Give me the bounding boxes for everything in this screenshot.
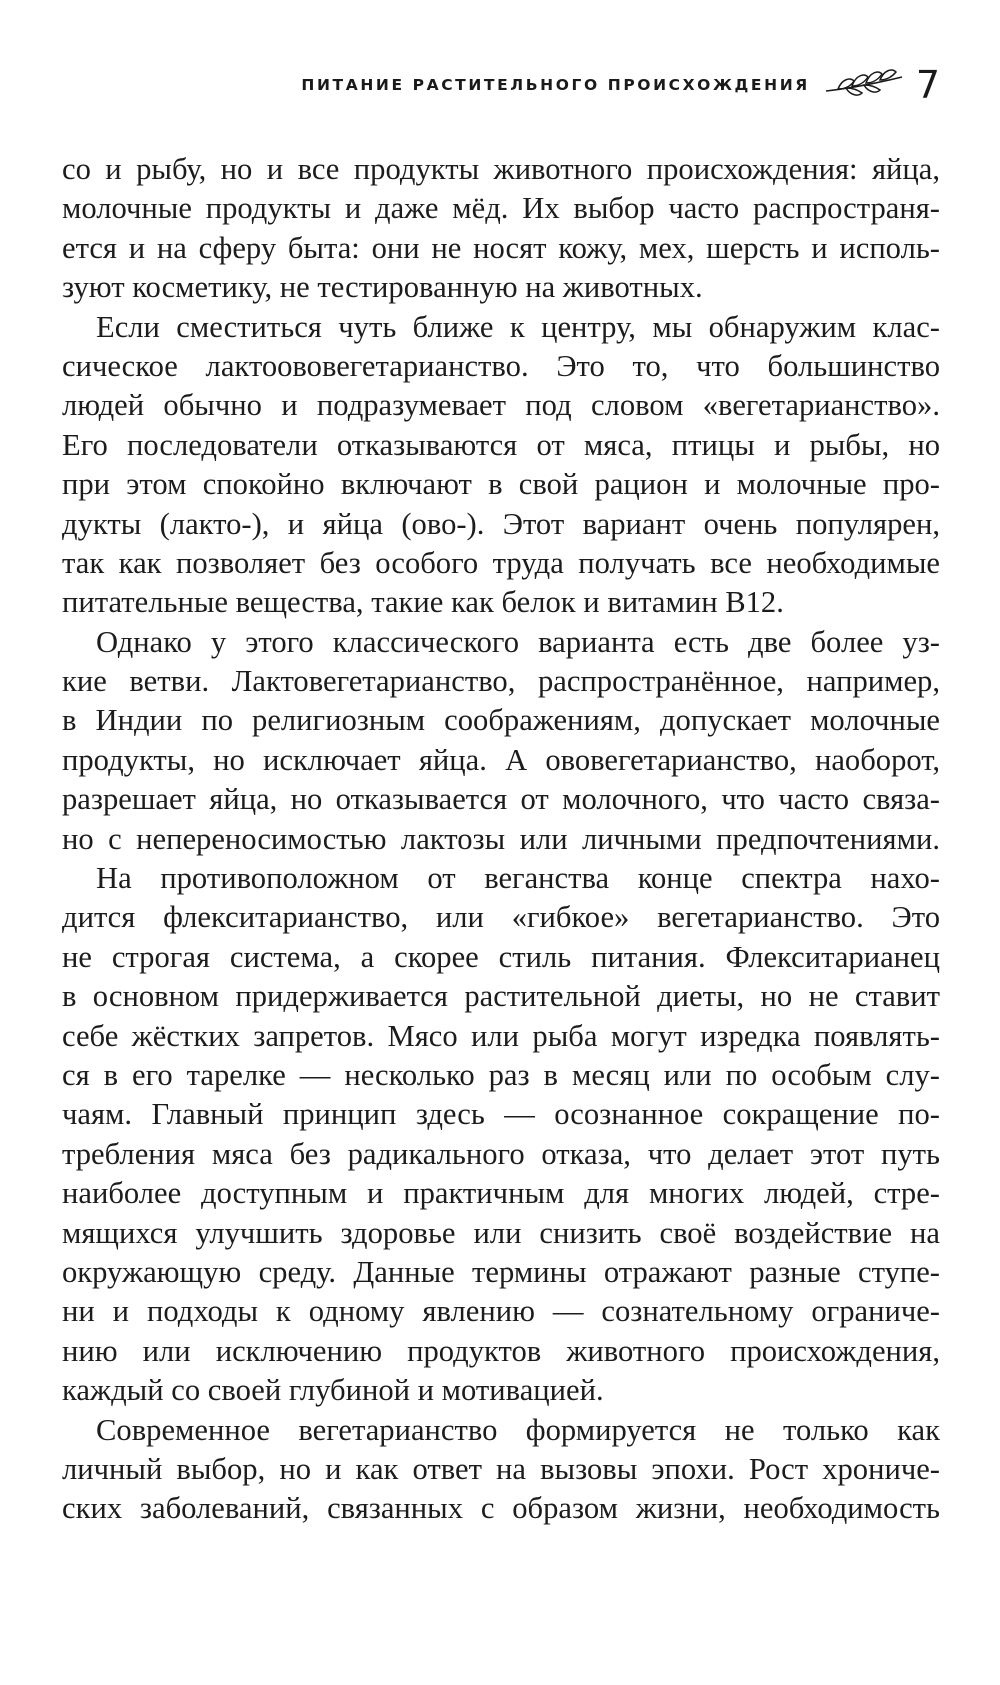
text-line: молочные продукты и даже мёд. Их выбор часто распространя- [62,191,940,226]
text-line: На противоположном от веганства конце спектра нахо- [96,861,940,896]
text-line: сическое лактоововегетарианство. Это то, что большинство [62,348,940,383]
text-line: со и рыбу, но и все продукты животного происхождения: яйца, [62,152,940,186]
page-number: 7 [915,63,940,107]
text-line: Если сместиться чуть ближе к центру, мы обнаружим клас- [96,309,940,344]
text-line: разрешает яйца, но отказывается от молочного, что часто связа- [62,782,940,817]
text-line: дукты (лакто-), и яйца (ово-). Этот вариант очень популярен, [62,506,940,541]
paragraph-2 [62,308,940,623]
text-line: себе жёстких запретов. Мясо или рыба могут изредка появлять- [62,1018,940,1053]
body-text [62,150,940,1529]
paragraph-1 [62,150,940,308]
text-line: чаям. Главный принцип здесь — осознанное сокращение по- [62,1097,940,1132]
text-line: Его последователи отказываются от мяса, птицы и рыбы, но [62,427,940,462]
text-line: требления мяса без радикального отказа, что делает этот путь [62,1136,940,1171]
text-line: зуют косметику, не тестированную на животных. [62,270,703,305]
text-line: каждый со своей глубиной и мотивацией. [62,1373,604,1408]
text-line: ся в его тарелке — несколько раз в месяц или по особым слу- [62,1057,940,1092]
text-line: в Индии по религиозным соображениям, допускает молочные [62,703,940,738]
text-line: в основном придерживается растительной диеты, но не ставит [62,979,940,1014]
text-line: людей обычно и подразумевает под словом «вегетарианство». [62,388,940,423]
text-line: Однако у этого классического варианта есть две более уз- [96,624,940,659]
text-line: ских заболеваний, связанных с образом жизни, необходимость [62,1491,940,1526]
text-line: ется и на сферу быта: они не носят кожу, мех, шерсть и исполь- [62,230,940,265]
text-line: личный выбор, но и как ответ на вызовы эпохи. Рост хрониче- [62,1451,940,1486]
text-line: наиболее доступным и практичным для многих людей, стре- [62,1176,940,1211]
paragraph-4 [62,859,940,1410]
leaf-branch-icon [824,65,904,105]
running-header [0,60,940,110]
paragraph-3 [62,623,940,859]
text-line: дится флекситарианство, или «гибкое» вегетарианство. Это [62,900,940,935]
paragraph-5 [62,1411,940,1529]
text-line: Современное вегетарианство формируется не только как [96,1412,940,1447]
text-line: так как позволяет без особого труда получать все необходимые [62,545,940,580]
text-line: не строгая система, а скорее стиль питания. Флекситарианец [62,939,940,974]
text-line: ни и подходы к одному явлению — сознательному ограниче- [62,1294,940,1329]
text-line: мящихся улучшить здоровье или снизить своё воздействие на [62,1215,940,1250]
text-line: окружающую среду. Данные термины отражают разные ступе- [62,1254,940,1289]
text-line: кие ветви. Лактовегетарианство, распространённое, например, [62,664,940,699]
text-line: при этом спокойно включают в свой рацион и молочные про- [62,467,940,502]
text-line: продукты, но исключает яйца. А ововегетарианство, наоборот, [62,742,940,777]
text-line: питательные вещества, такие как белок и витамин B12. [62,585,784,620]
text-line: нию или исключению продуктов животного происхождения, [62,1333,940,1368]
running-title: ПИТАНИЕ РАСТИТЕЛЬНОГО ПРОИСХОЖДЕНИЯ [301,76,810,94]
text-line: но с непереносимостью лактозы или личными предпочтениями. [62,821,940,856]
